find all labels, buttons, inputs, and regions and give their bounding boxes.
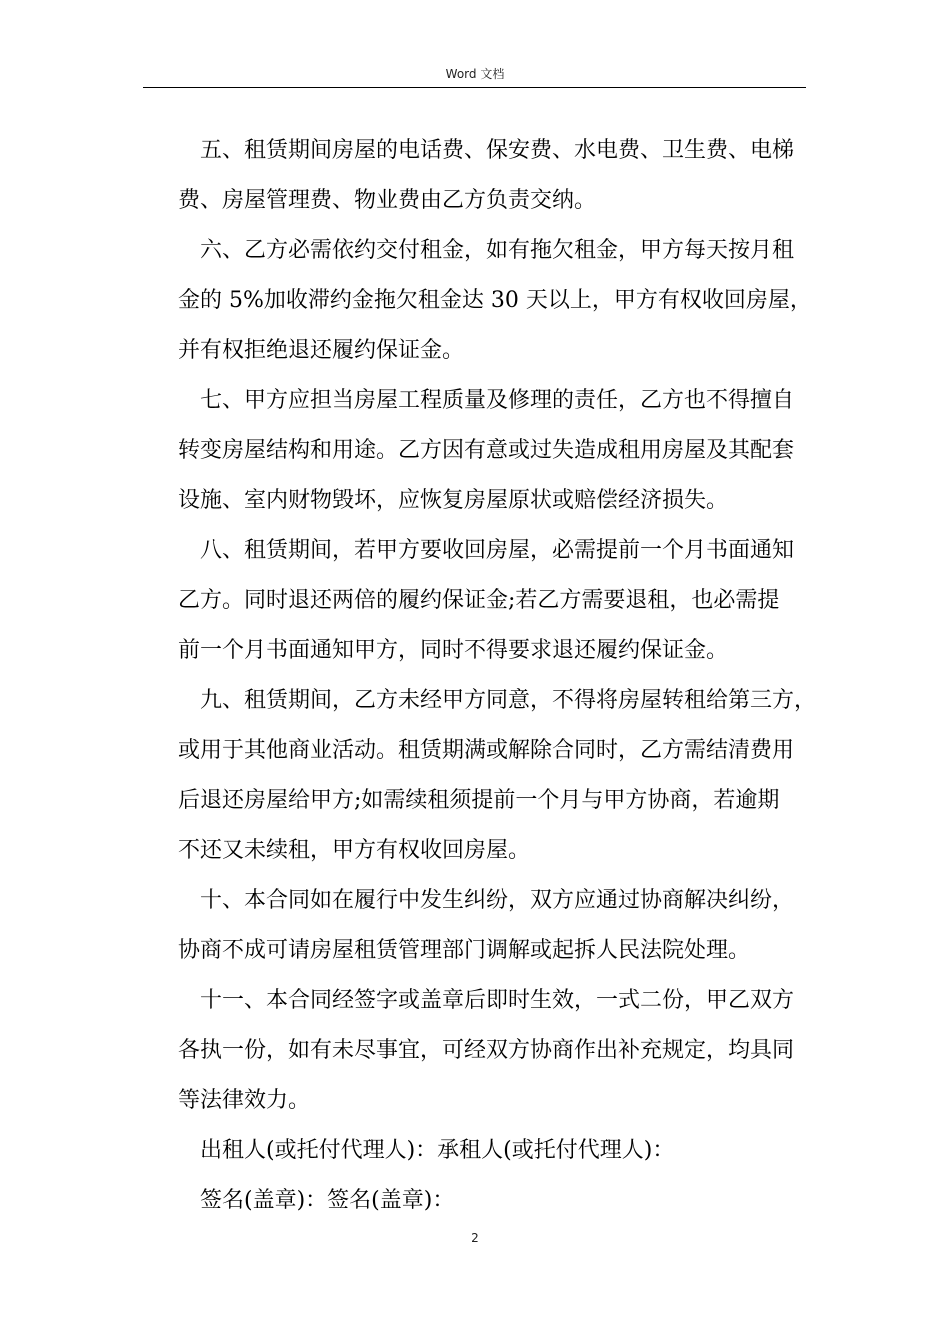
paragraph-7-line-1: 七、甲方应担当房屋工程质量及修理的责任，乙方也不得擅自 bbox=[200, 388, 795, 413]
signature-parties-line: 出租人(或托付代理人)：承租人(或托付代理人)： bbox=[200, 1138, 675, 1163]
paragraph-11-line-1: 十一、本合同经签字或盖章后即时生效，一式二份，甲乙双方 bbox=[200, 988, 795, 1013]
paragraph-10-line-2: 协商不成可请房屋租赁管理部门调解或起拆人民法院处理。 bbox=[178, 938, 751, 963]
paragraph-5-line-1: 五、租赁期间房屋的电话费、保安费、水电费、卫生费、电梯 bbox=[200, 138, 795, 163]
paragraph-6-line-2: 金的 5%加收滞约金拖欠租金达 30 天以上，甲方有权收回房屋， bbox=[178, 288, 812, 313]
page-header: Word 文档 bbox=[445, 67, 505, 81]
paragraph-8-line-2: 乙方。同时退还两倍的履约保证金;若乙方需要退租，也必需提 bbox=[178, 588, 780, 613]
paragraph-8-line-1: 八、租赁期间，若甲方要收回房屋，必需提前一个月书面通知 bbox=[200, 538, 795, 563]
paragraph-9-line-3: 后退还房屋给甲方;如需续租须提前一个月与甲方协商，若逾期 bbox=[178, 788, 780, 813]
paragraph-6-line-1: 六、乙方必需依约交付租金，如有拖欠租金，甲方每天按月租 bbox=[200, 238, 795, 263]
paragraph-6-line-3: 并有权拒绝退还履约保证金。 bbox=[178, 338, 465, 363]
paragraph-8-line-3: 前一个月书面通知甲方，同时不得要求退还履约保证金。 bbox=[178, 638, 729, 663]
paragraph-11-line-2: 各执一份，如有未尽事宜，可经双方协商作出补充规定，均具同 bbox=[178, 1038, 795, 1063]
paragraph-9-line-4: 不还又未续租，甲方有权收回房屋。 bbox=[178, 838, 531, 863]
paragraph-11-line-3: 等法律效力。 bbox=[178, 1088, 311, 1113]
paragraph-9-line-2: 或用于其他商业活动。租赁期满或解除合同时，乙方需结清费用 bbox=[178, 738, 795, 763]
paragraph-9-line-1: 九、租赁期间，乙方未经甲方同意，不得将房屋转租给第三方， bbox=[200, 688, 817, 713]
paragraph-10-line-1: 十、本合同如在履行中发生纠纷，双方应通过协商解决纠纷， bbox=[200, 888, 795, 913]
document-body bbox=[178, 126, 818, 1226]
header-divider bbox=[143, 87, 806, 88]
paragraph-7-line-2: 转变房屋结构和用途。乙方因有意或过失造成租用房屋及其配套 bbox=[178, 438, 795, 463]
signature-seal-line: 签名(盖章)：签名(盖章)： bbox=[200, 1188, 455, 1213]
paragraph-7-line-3: 设施、室内财物毁坏，应恢复房屋原状或赔偿经济损失。 bbox=[178, 488, 729, 513]
page-number: 2 bbox=[471, 1231, 479, 1245]
paragraph-5-line-2: 费、房屋管理费、物业费由乙方负责交纳。 bbox=[178, 188, 597, 213]
